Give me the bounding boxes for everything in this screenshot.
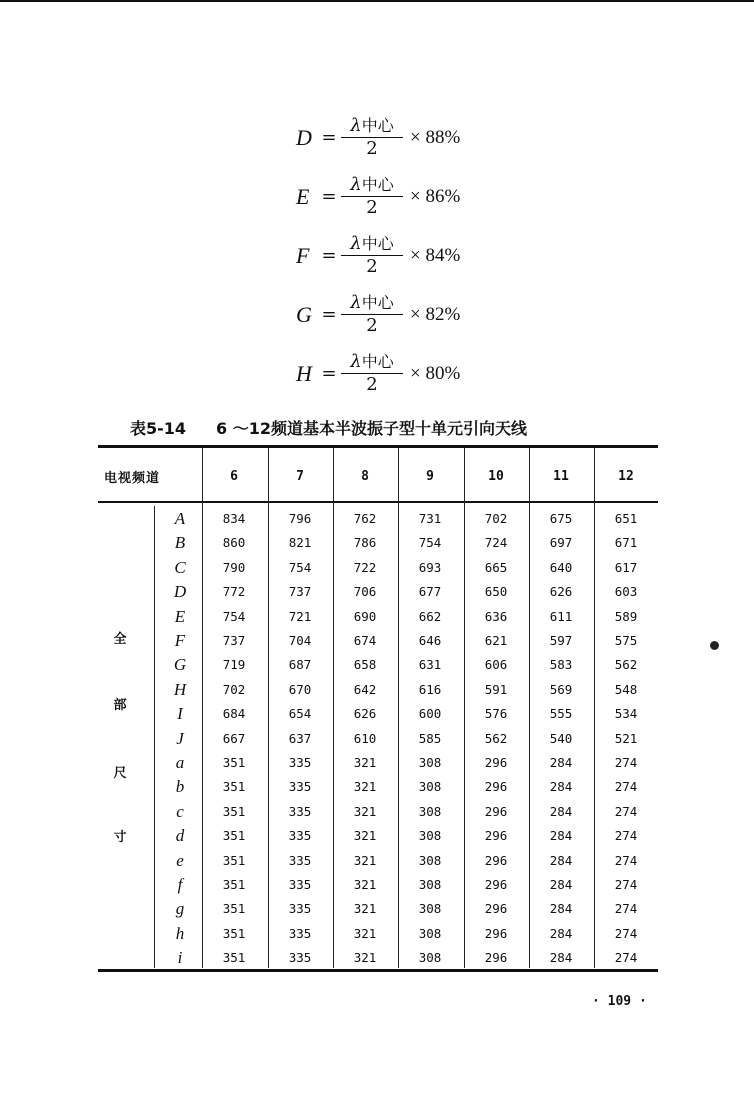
numerator-text: 中心 xyxy=(361,175,394,194)
percentage-multiplier: × 84% xyxy=(410,244,461,266)
table-cell: 731 xyxy=(418,511,442,526)
formula-e xyxy=(296,167,460,226)
equals-sign: = xyxy=(321,304,337,325)
table-cell: 284 xyxy=(549,877,573,892)
table-cell: 308 xyxy=(418,779,442,795)
ink-blot xyxy=(710,641,719,650)
side-label-char: 部 xyxy=(113,698,127,713)
table-cell: 308 xyxy=(418,901,442,917)
table-cell: 284 xyxy=(549,925,573,941)
table-row xyxy=(0,775,754,799)
dimension-label: C xyxy=(174,557,186,577)
table-cell: 697 xyxy=(549,535,573,551)
table-cell: 631 xyxy=(418,657,442,673)
table-cell: 335 xyxy=(288,755,312,770)
dimension-label: B xyxy=(174,533,186,553)
table-cell: 335 xyxy=(288,901,312,917)
table-cell: 296 xyxy=(484,925,508,941)
lambda-symbol: λ xyxy=(350,351,362,372)
table-cell: 335 xyxy=(288,828,312,844)
table-cell: 540 xyxy=(549,730,573,746)
formula-f xyxy=(296,226,460,285)
table-row xyxy=(0,678,754,702)
table-cell: 719 xyxy=(222,657,246,673)
fraction-numerator xyxy=(350,234,393,254)
header-channel-8: 8 xyxy=(361,468,369,484)
table-row xyxy=(0,580,754,604)
dimension-label: J xyxy=(176,728,184,748)
table-cell: 626 xyxy=(353,706,377,722)
table-cell: 693 xyxy=(418,559,442,575)
fraction xyxy=(340,116,404,159)
table-cell: 677 xyxy=(418,584,442,600)
table-cell: 704 xyxy=(288,633,312,648)
header-channel-10: 10 xyxy=(488,468,504,484)
table-row xyxy=(0,605,754,629)
table-cell: 274 xyxy=(614,925,638,941)
table-cell: 284 xyxy=(549,852,573,868)
table-cell: 737 xyxy=(222,633,246,648)
table-row xyxy=(0,653,754,677)
table-cell: 724 xyxy=(484,535,508,551)
table-cell: 721 xyxy=(288,608,312,624)
side-label-char: 全 xyxy=(113,632,127,647)
lambda-symbol: λ xyxy=(350,174,362,195)
table-title: 6 ～12频道基本半波振子型十单元引向天线 xyxy=(216,419,528,438)
table-row xyxy=(0,556,754,580)
table-cell: 351 xyxy=(222,877,246,892)
table-cell: 722 xyxy=(353,559,377,575)
table-cell: 662 xyxy=(418,608,442,624)
table-row xyxy=(0,507,754,531)
table-cell: 351 xyxy=(222,852,246,868)
table-cell: 562 xyxy=(484,730,508,746)
table-cell: 790 xyxy=(222,559,246,575)
formula-variable: H xyxy=(296,360,312,386)
table-cell: 296 xyxy=(484,901,508,917)
table-row xyxy=(0,531,754,555)
table-number: 表5-14 xyxy=(130,419,187,438)
table-cell: 274 xyxy=(614,950,638,966)
dimension-label: I xyxy=(177,704,183,724)
table-cell: 351 xyxy=(222,828,246,844)
table-cell: 772 xyxy=(222,584,246,600)
table-cell: 606 xyxy=(484,657,508,673)
formula-variable: D xyxy=(296,124,312,150)
dimension-label: A xyxy=(174,509,186,528)
table-header-rule xyxy=(98,501,658,503)
table-cell: 603 xyxy=(614,584,638,600)
table-cell: 600 xyxy=(418,706,442,722)
table-cell: 589 xyxy=(614,608,638,624)
formula-variable: E xyxy=(296,183,310,209)
table-cell: 687 xyxy=(288,657,312,673)
table-cell: 321 xyxy=(353,755,377,770)
table-cell: 296 xyxy=(484,803,508,819)
header-channel-11: 11 xyxy=(553,468,569,484)
formula-d xyxy=(296,108,460,167)
table-cell: 684 xyxy=(222,706,246,722)
numerator-text: 中心 xyxy=(361,293,394,312)
table-cell: 296 xyxy=(484,779,508,795)
fraction-denominator: 2 xyxy=(366,138,378,159)
equals-sign: = xyxy=(321,363,337,384)
table-cell: 296 xyxy=(484,828,508,844)
percentage-multiplier: × 88% xyxy=(410,126,461,148)
table-cell: 308 xyxy=(418,755,442,770)
page-number: · 109 · xyxy=(592,994,647,1009)
table-cell: 284 xyxy=(549,755,573,770)
table-cell: 671 xyxy=(614,535,638,551)
table-cell: 674 xyxy=(353,633,377,648)
table-cell: 642 xyxy=(353,681,377,697)
dimension-label: H xyxy=(173,679,187,699)
table-cell: 274 xyxy=(614,828,638,844)
dimension-label: F xyxy=(174,631,186,650)
percentage-multiplier: × 80% xyxy=(410,362,461,384)
table-cell: 351 xyxy=(222,925,246,941)
numerator-text: 中心 xyxy=(361,116,394,135)
lambda-symbol: λ xyxy=(350,233,362,254)
fraction xyxy=(340,352,404,395)
table-cell: 335 xyxy=(288,803,312,819)
table-cell: 651 xyxy=(614,511,638,526)
header-channel-6: 6 xyxy=(230,468,238,484)
table-cell: 308 xyxy=(418,925,442,941)
fraction-denominator: 2 xyxy=(366,256,378,277)
table-cell: 321 xyxy=(353,779,377,795)
equals-sign: = xyxy=(321,186,337,207)
table-cell: 308 xyxy=(418,950,442,966)
fraction xyxy=(340,234,404,277)
table-cell: 284 xyxy=(549,950,573,966)
table-cell: 617 xyxy=(614,559,638,575)
table-cell: 702 xyxy=(484,511,508,526)
table-cell: 796 xyxy=(288,511,312,526)
percentage-multiplier: × 86% xyxy=(410,185,461,207)
fraction-numerator xyxy=(350,352,393,372)
side-label-char: 尺 xyxy=(113,766,127,781)
table-cell: 702 xyxy=(222,681,246,697)
table-cell: 335 xyxy=(288,852,312,868)
table-cell: 591 xyxy=(484,681,508,697)
table-top-rule xyxy=(98,445,658,448)
table-cell: 274 xyxy=(614,779,638,795)
dimension-label: c xyxy=(176,801,184,821)
fraction-denominator: 2 xyxy=(366,374,378,395)
table-row xyxy=(0,897,754,921)
table-cell: 597 xyxy=(549,633,573,648)
table-cell: 351 xyxy=(222,755,246,770)
equals-sign: = xyxy=(321,245,337,266)
table-row xyxy=(0,946,754,970)
table-row xyxy=(0,849,754,873)
table-row xyxy=(0,873,754,897)
numerator-text: 中心 xyxy=(361,234,394,253)
table-cell: 335 xyxy=(288,950,312,966)
fraction xyxy=(340,293,404,336)
dimension-label: h xyxy=(175,923,185,943)
table-cell: 308 xyxy=(418,852,442,868)
table-cell: 754 xyxy=(222,608,246,624)
table-cell: 335 xyxy=(288,779,312,795)
table-cell: 308 xyxy=(418,803,442,819)
formula-variable: G xyxy=(296,301,312,327)
table-cell: 335 xyxy=(288,877,312,892)
fraction xyxy=(340,175,404,218)
formula-variable: F xyxy=(296,242,310,268)
table-cell: 284 xyxy=(549,828,573,844)
table-caption xyxy=(130,416,527,439)
table-cell: 706 xyxy=(353,584,377,600)
table-cell: 321 xyxy=(353,852,377,868)
table-cell: 754 xyxy=(418,535,442,551)
table-cell: 321 xyxy=(353,877,377,892)
table-row xyxy=(0,824,754,848)
dimension-label: i xyxy=(177,948,183,968)
table-cell: 351 xyxy=(222,901,246,917)
table-cell: 274 xyxy=(614,803,638,819)
table-cell: 274 xyxy=(614,901,638,917)
table-cell: 611 xyxy=(549,608,573,624)
page-top-border xyxy=(0,0,754,2)
formula-h xyxy=(296,344,460,403)
table-cell: 321 xyxy=(353,803,377,819)
dimension-label: e xyxy=(176,850,184,870)
dimension-label: f xyxy=(177,875,183,894)
dimension-label: G xyxy=(173,655,187,675)
lambda-symbol: λ xyxy=(350,292,362,313)
table-cell: 860 xyxy=(222,535,246,551)
header-label-tv-channel: 电视频道 xyxy=(104,470,161,486)
table-cell: 670 xyxy=(288,681,312,697)
table-cell: 636 xyxy=(484,608,508,624)
dimension-label: g xyxy=(175,899,185,919)
table-cell: 351 xyxy=(222,803,246,819)
fraction-numerator xyxy=(350,175,393,195)
header-channel-9: 9 xyxy=(426,468,434,484)
table-row xyxy=(0,702,754,726)
fraction-numerator xyxy=(350,293,393,313)
table-cell: 621 xyxy=(484,633,508,648)
formula-block xyxy=(296,108,460,403)
table-cell: 284 xyxy=(549,779,573,795)
table-cell: 675 xyxy=(549,511,573,526)
table-cell: 585 xyxy=(418,730,442,746)
dimension-label: D xyxy=(173,582,187,602)
table-cell: 351 xyxy=(222,779,246,795)
table-cell: 762 xyxy=(353,511,377,526)
side-label-char: 寸 xyxy=(113,830,127,845)
table-cell: 737 xyxy=(288,584,312,600)
table-cell: 534 xyxy=(614,706,638,722)
formula-g xyxy=(296,285,460,344)
table-cell: 274 xyxy=(614,877,638,892)
table-cell: 569 xyxy=(549,681,573,697)
table-cell: 562 xyxy=(614,657,638,673)
table-cell: 786 xyxy=(353,535,377,551)
table-row xyxy=(0,922,754,946)
table-cell: 640 xyxy=(549,559,573,575)
table-cell: 284 xyxy=(549,901,573,917)
table-cell: 296 xyxy=(484,852,508,868)
table-row xyxy=(0,800,754,824)
table-cell: 308 xyxy=(418,877,442,892)
table-cell: 274 xyxy=(614,755,638,770)
header-channel-12: 12 xyxy=(618,468,634,484)
table-cell: 308 xyxy=(418,828,442,844)
fraction-numerator xyxy=(350,116,393,136)
table-cell: 834 xyxy=(222,511,246,526)
table-cell: 665 xyxy=(484,559,508,575)
table-cell: 616 xyxy=(418,681,442,697)
table-cell: 351 xyxy=(222,950,246,966)
table-cell: 667 xyxy=(222,730,246,746)
table-cell: 576 xyxy=(484,706,508,722)
table-cell: 548 xyxy=(614,681,638,697)
table-cell: 658 xyxy=(353,657,377,673)
table-cell: 821 xyxy=(288,535,312,551)
dimension-label: E xyxy=(174,606,186,626)
table-cell: 321 xyxy=(353,950,377,966)
table-cell: 284 xyxy=(549,803,573,819)
table-cell: 274 xyxy=(614,852,638,868)
dimension-label: b xyxy=(175,777,185,797)
table-cell: 555 xyxy=(549,706,573,722)
table-cell: 575 xyxy=(614,633,638,648)
table-cell: 610 xyxy=(353,730,377,746)
numerator-text: 中心 xyxy=(361,352,394,371)
dimension-label: d xyxy=(175,826,185,846)
table-cell: 296 xyxy=(484,950,508,966)
table-cell: 321 xyxy=(353,925,377,941)
table-cell: 583 xyxy=(549,657,573,673)
dimension-label: a xyxy=(175,753,185,772)
fraction-denominator: 2 xyxy=(366,315,378,336)
table-cell: 626 xyxy=(549,584,573,600)
equals-sign: = xyxy=(321,127,337,148)
table-cell: 296 xyxy=(484,755,508,770)
table-row xyxy=(0,727,754,751)
table-cell: 754 xyxy=(288,559,312,575)
lambda-symbol: λ xyxy=(350,115,362,136)
table-cell: 296 xyxy=(484,877,508,892)
table-cell: 335 xyxy=(288,925,312,941)
table-cell: 650 xyxy=(484,584,508,600)
table-cell: 521 xyxy=(614,730,638,746)
percentage-multiplier: × 82% xyxy=(410,303,461,325)
table-row xyxy=(0,751,754,775)
table-cell: 321 xyxy=(353,828,377,844)
fraction-denominator: 2 xyxy=(366,197,378,218)
table-cell: 321 xyxy=(353,901,377,917)
table-cell: 654 xyxy=(288,706,312,722)
header-channel-7: 7 xyxy=(296,468,304,484)
table-cell: 690 xyxy=(353,608,377,624)
table-cell: 646 xyxy=(418,633,442,648)
table-row xyxy=(0,629,754,653)
table-cell: 637 xyxy=(288,730,312,746)
